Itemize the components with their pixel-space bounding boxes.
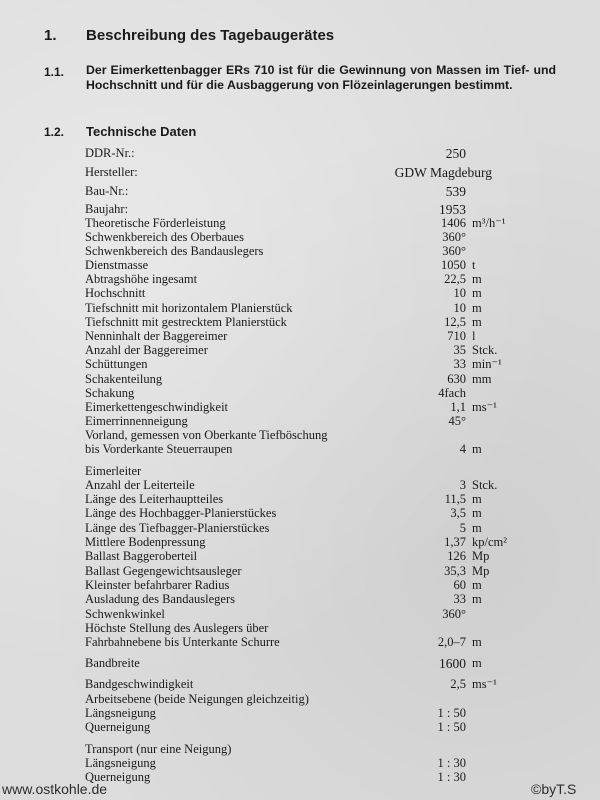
data-row-label: Theoretische Förderleistung bbox=[85, 216, 226, 230]
data-row-label: Tiefschnitt mit gestrecktem Planierstück bbox=[85, 315, 287, 329]
data-row bbox=[0, 286, 600, 301]
data-row bbox=[0, 165, 600, 180]
data-row-unit: Stck. bbox=[472, 478, 498, 492]
data-row-label: Transport (nur eine Neigung) bbox=[85, 742, 232, 756]
data-row-unit: m bbox=[472, 315, 482, 329]
data-row-unit: l bbox=[472, 329, 476, 343]
data-row-label: Dienstmasse bbox=[85, 258, 149, 272]
data-row-label: Schwenkbereich des Oberbaues bbox=[85, 230, 244, 244]
data-row-value: 250 bbox=[445, 146, 466, 161]
data-row bbox=[0, 464, 600, 479]
data-row-label: Länge des Hochbagger-Planierstückes bbox=[85, 506, 277, 520]
data-row-unit: ms⁻¹ bbox=[472, 677, 497, 691]
data-row-unit: m bbox=[472, 442, 482, 456]
data-row bbox=[0, 258, 600, 273]
data-row-label: Vorland, gemessen von Oberkante Tiefböschung bbox=[85, 428, 328, 442]
data-row-unit: m bbox=[472, 272, 482, 286]
data-row bbox=[0, 656, 600, 671]
data-row bbox=[0, 315, 600, 330]
data-row-label: Hochschnitt bbox=[85, 286, 146, 300]
data-row-label: Nenninhalt der Baggereimer bbox=[85, 329, 228, 343]
data-row-value: 22,5 bbox=[444, 272, 466, 286]
data-row-value: 2,0–7 bbox=[437, 635, 466, 649]
data-row-label: Längsneigung bbox=[85, 756, 156, 770]
data-row-value: 2,5 bbox=[450, 677, 466, 691]
data-row bbox=[0, 506, 600, 521]
data-row-label: Querneigung bbox=[85, 720, 151, 734]
data-row-unit: m bbox=[472, 592, 482, 606]
data-row-label: Fahrbahnebene bis Unterkante Schurre bbox=[85, 635, 280, 649]
data-row bbox=[0, 742, 600, 757]
data-row-label: Längsneigung bbox=[85, 706, 156, 720]
data-row-label: Eimerkettengeschwindigkeit bbox=[85, 400, 229, 414]
section-1-2-number: 1.2. bbox=[44, 125, 65, 139]
data-row bbox=[0, 692, 600, 707]
data-row-unit: m bbox=[472, 492, 482, 506]
data-row-label: Anzahl der Baggereimer bbox=[85, 343, 208, 357]
data-row-label: Länge des Tiefbagger-Planierstückes bbox=[85, 521, 270, 535]
section-1-title: Beschreibung des Tagebaugerätes bbox=[86, 27, 335, 44]
data-row bbox=[0, 549, 600, 564]
data-row-label: Schakenteilung bbox=[85, 372, 163, 386]
data-row-unit: m bbox=[472, 656, 482, 670]
data-row-label: Schwenkbereich des Bandauslegers bbox=[85, 244, 264, 258]
data-row-label: DDR-Nr.: bbox=[85, 146, 135, 160]
data-row-label: Länge des Leiterhauptteiles bbox=[85, 492, 224, 506]
data-row-value: 539 bbox=[445, 184, 466, 199]
data-row bbox=[0, 635, 600, 650]
data-row-label: Baujahr: bbox=[85, 202, 129, 216]
data-row bbox=[0, 146, 600, 161]
data-row bbox=[0, 621, 600, 636]
data-row-label: Bandbreite bbox=[85, 656, 140, 670]
data-row bbox=[0, 329, 600, 344]
data-row-value: 360° bbox=[442, 607, 466, 621]
data-row-value: 5 bbox=[459, 521, 466, 535]
data-row bbox=[0, 301, 600, 316]
data-row-label: Höchste Stellung des Auslegers über bbox=[85, 621, 269, 635]
data-row-label: Ballast Baggeroberteil bbox=[85, 549, 198, 563]
footer-website: www.ostkohle.de bbox=[2, 781, 108, 797]
data-row bbox=[0, 492, 600, 507]
data-row-label: Schüttungen bbox=[85, 357, 148, 371]
data-row-unit: m bbox=[472, 521, 482, 535]
data-row-value: 126 bbox=[447, 549, 466, 563]
data-row-unit: Mp bbox=[472, 549, 490, 563]
data-row-unit: Stck. bbox=[472, 343, 498, 357]
data-row-unit: m bbox=[472, 578, 482, 592]
data-row-value: 10 bbox=[453, 286, 466, 300]
data-row-value: 1406 bbox=[441, 216, 466, 230]
data-row-unit: m³/h⁻¹ bbox=[472, 216, 506, 230]
data-row-label: Bau-Nr.: bbox=[85, 184, 129, 198]
data-row-value: 1 : 50 bbox=[437, 706, 466, 720]
data-row-value: 35 bbox=[453, 343, 466, 357]
data-row-label: Abtragshöhe ingesamt bbox=[85, 272, 198, 286]
data-row-label: Querneigung bbox=[85, 770, 151, 784]
data-row-value: 3 bbox=[459, 478, 466, 492]
data-row-value: 35,3 bbox=[444, 564, 466, 578]
data-row bbox=[0, 521, 600, 536]
data-row-unit: m bbox=[472, 286, 482, 300]
section-1-number: 1. bbox=[44, 27, 57, 44]
data-row-label: bis Vorderkante Steuerraupen bbox=[85, 442, 233, 456]
data-row bbox=[0, 677, 600, 692]
data-row bbox=[0, 184, 600, 199]
data-row bbox=[0, 414, 600, 429]
data-row-value: 360° bbox=[442, 244, 466, 258]
data-row-value: 1050 bbox=[441, 258, 466, 272]
footer-copyright: ©byT.S bbox=[531, 781, 577, 797]
data-row-value: 1600 bbox=[439, 656, 466, 671]
data-row-label: Eimerrinnenneigung bbox=[85, 414, 188, 428]
data-row bbox=[0, 428, 600, 443]
data-row bbox=[0, 535, 600, 550]
section-1-2-title: Technische Daten bbox=[86, 124, 197, 139]
data-row-label: Bandgeschwindigkeit bbox=[85, 677, 194, 691]
section-1-1-text: Der Eimerkettenbagger ERs 710 ist für die Gewinnung von Massen im Tief- und Hochschnitt und für die Ausbaggerung von Flözeinlagerungen bestimmt. bbox=[86, 63, 556, 92]
data-row bbox=[0, 607, 600, 622]
data-row-unit: kp/cm² bbox=[472, 535, 507, 549]
data-row-value: 710 bbox=[447, 329, 466, 343]
data-row-value: 1,37 bbox=[444, 535, 466, 549]
data-row-unit: m bbox=[472, 301, 482, 315]
section-1-1-number: 1.1. bbox=[44, 65, 65, 79]
data-row bbox=[0, 478, 600, 493]
data-row-value: GDW Magdeburg bbox=[394, 165, 492, 180]
data-row bbox=[0, 202, 600, 217]
data-row-label: Ausladung des Bandauslegers bbox=[85, 592, 235, 606]
data-row-unit: min⁻¹ bbox=[472, 357, 502, 371]
data-row-value: 1 : 50 bbox=[437, 720, 466, 734]
data-row-label: Tiefschnitt mit horizontalem Planierstück bbox=[85, 301, 293, 315]
data-row bbox=[0, 230, 600, 245]
data-row bbox=[0, 357, 600, 372]
data-row-label: Hersteller: bbox=[85, 165, 138, 179]
data-row bbox=[0, 592, 600, 607]
data-row bbox=[0, 720, 600, 735]
data-row bbox=[0, 400, 600, 415]
data-row-unit: t bbox=[472, 258, 476, 272]
data-row-unit: m bbox=[472, 506, 482, 520]
data-row bbox=[0, 578, 600, 593]
data-row-value: 1 : 30 bbox=[437, 770, 466, 784]
data-row-label: Kleinster befahrbarer Radius bbox=[85, 578, 230, 592]
data-row bbox=[0, 343, 600, 358]
data-row-value: 33 bbox=[453, 357, 466, 371]
data-row bbox=[0, 244, 600, 259]
data-row-value: 1953 bbox=[439, 202, 466, 217]
data-row-value: 10 bbox=[453, 301, 466, 315]
data-row bbox=[0, 564, 600, 579]
data-row-label: Anzahl der Leiterteile bbox=[85, 478, 195, 492]
data-row-value: 33 bbox=[453, 592, 466, 606]
data-row-value: 60 bbox=[453, 578, 466, 592]
data-row-value: 4 bbox=[459, 442, 466, 456]
data-row-unit: mm bbox=[472, 372, 492, 386]
data-row-value: 3,5 bbox=[450, 506, 466, 520]
data-row-label: Eimerleiter bbox=[85, 464, 142, 478]
data-row-label: Schwenkwinkel bbox=[85, 607, 165, 621]
data-row-value: 12,5 bbox=[444, 315, 466, 329]
data-row-value: 1,1 bbox=[450, 400, 466, 414]
data-row-value: 4fach bbox=[438, 386, 466, 400]
data-row bbox=[0, 756, 600, 771]
data-row bbox=[0, 442, 600, 457]
data-row-unit: Mp bbox=[472, 564, 490, 578]
data-row-value: 630 bbox=[447, 372, 466, 386]
data-row bbox=[0, 372, 600, 387]
data-row bbox=[0, 216, 600, 231]
data-row-value: 360° bbox=[442, 230, 466, 244]
data-row-label: Schakung bbox=[85, 386, 135, 400]
data-row-value: 45° bbox=[448, 414, 466, 428]
data-row bbox=[0, 706, 600, 721]
data-row-unit: ms⁻¹ bbox=[472, 400, 497, 414]
data-row-label: Mittlere Bodenpressung bbox=[85, 535, 206, 549]
data-row bbox=[0, 272, 600, 287]
data-row-label: Arbeitsebene (beide Neigungen gleichzeitig) bbox=[85, 692, 309, 706]
data-row-unit: m bbox=[472, 635, 482, 649]
data-row-label: Ballast Gegengewichtsausleger bbox=[85, 564, 242, 578]
data-row-value: 11,5 bbox=[444, 492, 466, 506]
data-row bbox=[0, 386, 600, 401]
data-row-value: 1 : 30 bbox=[437, 756, 466, 770]
